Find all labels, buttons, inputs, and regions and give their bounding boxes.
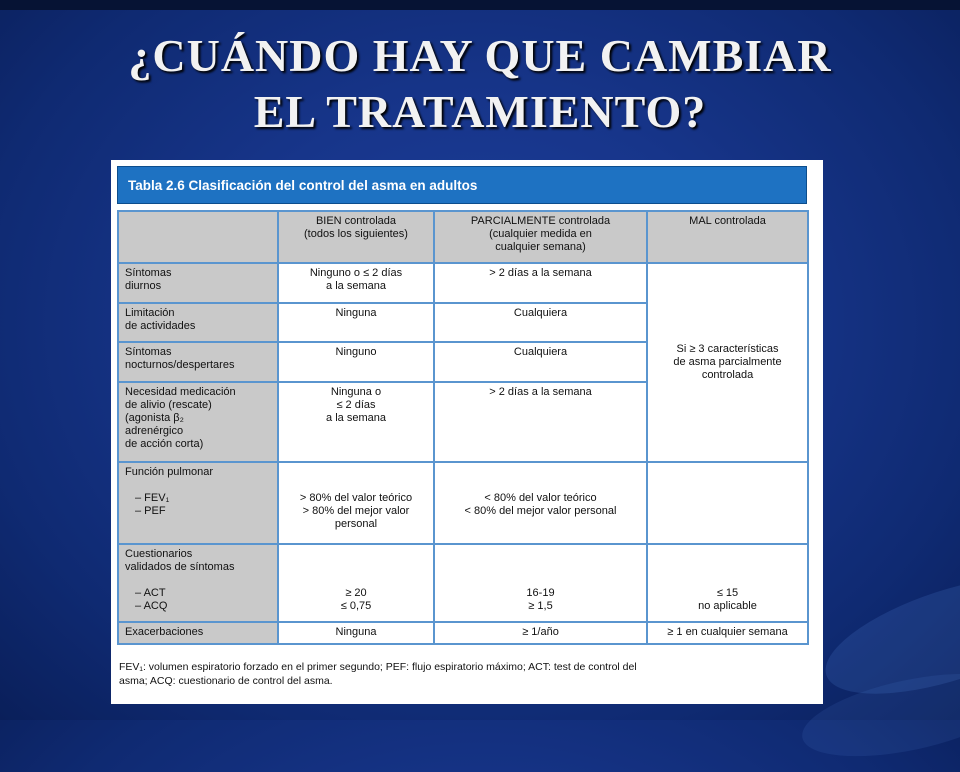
footnote-line: FEV₁: volumen espiratorio forzado en el primer segundo; PEF: flujo espiratorio máximo; ACT: test de control del xyxy=(119,661,637,673)
cell-line: a la semana xyxy=(326,412,386,424)
header-bien xyxy=(278,211,434,263)
row-label xyxy=(118,462,278,544)
cell-mal xyxy=(647,544,808,622)
slide-title-line-1: ¿CUÁNDO HAY QUE CAMBIAR xyxy=(128,30,832,81)
cell-line: no aplicable xyxy=(698,600,757,612)
table-row xyxy=(118,544,808,622)
table-footnote xyxy=(119,660,809,688)
table-image xyxy=(111,160,823,704)
header-parcial xyxy=(434,211,647,263)
slide-title xyxy=(0,28,960,140)
table-row xyxy=(118,462,808,544)
row-label-line: (agonista β₂ xyxy=(125,412,184,424)
cell-line: > 80% del valor teórico xyxy=(299,492,413,504)
cell-line: ≥ 20 xyxy=(345,587,367,599)
cell-line: < 80% del mejor valor personal xyxy=(464,505,617,517)
cell-parcial xyxy=(434,544,647,622)
row-label-line: Síntomas xyxy=(125,267,172,279)
slide-title-line-2: EL TRATAMIENTO? xyxy=(253,86,707,137)
table-caption: Tabla 2.6 Clasificación del control del asma en adultos xyxy=(117,166,807,204)
header-mal-label: MAL controlada xyxy=(689,215,766,227)
header-parcial-line: cualquier semana) xyxy=(495,241,586,253)
cell-mal-merged xyxy=(647,263,808,462)
cell-line: de asma parcialmente xyxy=(673,356,782,368)
row-label-line: – PEF xyxy=(135,505,166,517)
asthma-control-table xyxy=(117,210,809,645)
row-label-line: de actividades xyxy=(125,320,196,332)
footnote-line: asma; ACQ: cuestionario de control del asma. xyxy=(119,675,333,687)
header-parcial-line: (cualquier medida en xyxy=(489,228,592,240)
header-bien-line: (todos los siguientes) xyxy=(304,228,408,240)
cell-mal: ≥ 1 en cualquier semana xyxy=(647,622,808,644)
row-label-line: de acción corta) xyxy=(125,438,204,450)
table-row xyxy=(118,622,808,644)
top-bar xyxy=(0,0,960,10)
row-label-line: Cuestionarios xyxy=(125,548,193,560)
row-label-line: – ACT xyxy=(135,587,166,599)
cell-bien xyxy=(278,462,434,544)
cell-line: Ninguno o ≤ 2 días xyxy=(309,267,403,279)
cell-line: 16-19 xyxy=(526,587,555,599)
row-label-line: – FEV₁ xyxy=(135,492,170,504)
cell-line: ≤ 2 días xyxy=(336,399,376,411)
cell-line: Si ≥ 3 características xyxy=(676,343,779,355)
row-label: Exacerbaciones xyxy=(118,622,278,644)
row-label-line: diurnos xyxy=(125,280,162,292)
row-label xyxy=(118,263,278,303)
cell-parcial: Cualquiera xyxy=(434,303,647,342)
row-label-line: Limitación xyxy=(125,307,175,319)
row-label-line: adrenérgico xyxy=(125,425,184,437)
row-label-line: – ACQ xyxy=(135,600,168,612)
cell-line: > 80% del mejor valor xyxy=(302,505,410,517)
header-parcial-line: PARCIALMENTE controlada xyxy=(470,215,611,227)
row-label-line: Síntomas xyxy=(125,346,172,358)
cell-line: a la semana xyxy=(326,280,386,292)
cell-bien: Ninguna xyxy=(278,622,434,644)
cell-bien xyxy=(278,263,434,303)
row-label-line: Función pulmonar xyxy=(125,466,214,478)
cell-line: personal xyxy=(334,518,378,530)
header-mal xyxy=(647,211,808,263)
cell-parcial: Cualquiera xyxy=(434,342,647,382)
cell-line: ≤ 0,75 xyxy=(340,600,372,612)
cell-parcial: ≥ 1/año xyxy=(434,622,647,644)
row-label xyxy=(118,342,278,382)
cell-line: < 80% del valor teórico xyxy=(484,492,597,504)
cell-parcial: > 2 días a la semana xyxy=(434,382,647,462)
header-row xyxy=(118,211,808,263)
cell-line: ≥ 1,5 xyxy=(528,600,553,612)
cell-line: Ninguna o xyxy=(330,386,382,398)
cell-line: ≤ 15 xyxy=(716,587,739,599)
row-label xyxy=(118,544,278,622)
cell-bien xyxy=(278,382,434,462)
row-label-line: validados de síntomas xyxy=(125,561,235,573)
cell-bien: Ninguno xyxy=(278,342,434,382)
header-blank xyxy=(118,211,278,263)
cell-parcial: > 2 días a la semana xyxy=(434,263,647,303)
cell-mal xyxy=(647,462,808,544)
cell-line: controlada xyxy=(701,369,754,381)
row-label xyxy=(118,303,278,342)
table-row xyxy=(118,263,808,303)
cell-parcial xyxy=(434,462,647,544)
row-label-line: de alivio (rescate) xyxy=(125,399,212,411)
row-label-line: nocturnos/despertares xyxy=(125,359,235,371)
row-label-line: Necesidad medicación xyxy=(125,386,236,398)
row-label xyxy=(118,382,278,462)
cell-bien: Ninguna xyxy=(278,303,434,342)
cell-bien xyxy=(278,544,434,622)
header-bien-line: BIEN controlada xyxy=(315,215,397,227)
